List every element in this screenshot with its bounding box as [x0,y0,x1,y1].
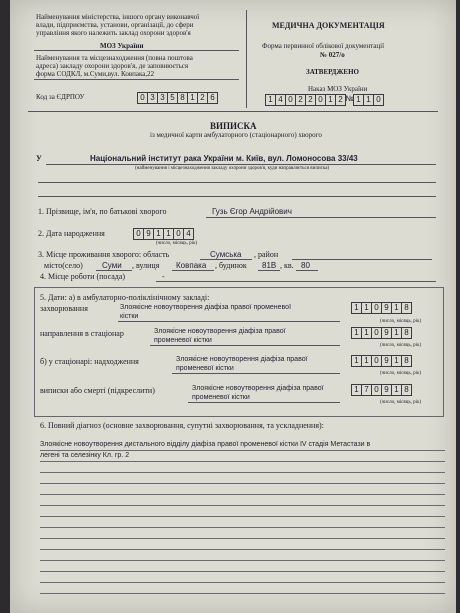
referral-date-cells [352,327,412,339]
ministry-caption-3: управління якого належить заклад охорони здоров'я [36,29,191,37]
diagnosis-rule [40,527,445,528]
city-underline [96,270,132,271]
discharge-underline [188,402,340,403]
diagnosis-rule [40,549,445,550]
diagnosis-rule [40,593,445,594]
referral-date-digit: 1 [361,327,372,339]
street-underline [172,270,214,271]
birthdate-digit: 1 [163,228,174,240]
admission-label: б) у стаціонарі: надходження [40,357,139,366]
onset-date-caption: (число, місяць, рік) [380,319,422,324]
edrpou-digit: 6 [207,92,218,104]
referral-date-digit: 8 [401,327,412,339]
diagnosis-rule [40,516,445,517]
address-underline [34,79,239,80]
house-label: , будинок [215,261,247,270]
order-digit: 1 [265,94,276,106]
patient-name: Гузь Єгор Андрійович [212,207,292,216]
onset-date-digit: 8 [401,302,412,314]
order-label: Наказ МОЗ України [308,85,368,93]
residence-apartment: 80 [301,261,310,270]
patient-name-underline [206,217,436,218]
ministry-name: МОЗ України [100,42,144,50]
order-digit: 4 [275,94,286,106]
edrpou-digit: 3 [157,92,168,104]
discharge-label: виписки або смерті (підкреслити) [40,386,155,395]
admission-underline [172,373,340,374]
admission-diagnosis-1: Злоякісне новоутворення діафіза правої [176,356,308,363]
edrpou-digit: 0 [137,92,148,104]
edrpou-code [138,92,218,104]
header-divider [246,10,247,108]
apartment-label: , кв. [280,261,294,270]
discharge-date-caption: (число, місяць, рік) [380,400,422,405]
recipient-blank-line-2 [38,196,436,197]
residence-house: 81В [262,261,277,270]
recipient-prefix: У [36,154,42,163]
form-sheet [10,0,456,613]
address-caption-2: адреса) закладу охорони здоров'я, де заповнюється [36,62,189,70]
ministry-caption-2: влади, підприємства, установи, організації, до сфери [36,21,194,29]
onset-diagnosis-1: Злоякісне новоутворення діафіза правої променевої [120,304,292,311]
referral-label: направлення в стаціонар [40,329,124,338]
workplace-label: 4. Місце роботи (посада) [40,272,126,281]
approved-label: ЗАТВЕРДЖЕНО [306,68,359,76]
order-digit: 1 [353,94,364,106]
diagnosis-heading: 6. Повний діагноз (основне захворювання, супутні захворювання, та ускладнення): [40,421,324,430]
referral-date-digit: 1 [351,327,362,339]
diagnosis-rule [40,472,445,473]
region-underline [200,259,252,260]
diagnosis-rule [40,582,445,583]
referral-diagnosis-1: Злоякісне новоутворення діафіза правої [154,328,286,335]
referral-diagnosis-2: променевої кістки [154,337,212,344]
house-underline [258,270,280,271]
referral-date-digit: 1 [391,327,402,339]
order-digit: 0 [315,94,326,106]
onset-date-digit: 1 [391,302,402,314]
residence-street: Ковпака [176,261,207,270]
order-digit: 2 [295,94,306,106]
discharge-date-cells [352,384,412,396]
order-code [266,94,384,106]
order-digit: 0 [285,94,296,106]
edrpou-digit: 5 [167,92,178,104]
workplace-underline [156,281,436,282]
diagnosis-line-2: легені та селезінку Кл. гр. 2 [40,452,130,459]
onset-diagnosis-2: кістки [120,313,139,320]
apartment-underline [296,270,318,271]
diagnosis-rule [40,450,445,451]
diagnosis-rule [40,483,445,484]
city-label: місто(село) [44,261,83,270]
onset-date-digit: 0 [371,302,382,314]
edrpou-digit: 3 [147,92,158,104]
onset-date-cells [352,302,412,314]
admission-date-caption: (число, місяць, рік) [380,371,422,376]
residence-city: Суми [102,261,122,270]
admission-diagnosis-2: променевої кістки [176,365,234,372]
admission-date-cells [352,355,412,367]
admission-date-digit: 1 [391,355,402,367]
dates-heading: 5. Дати: а) в амбулаторно-поліклінічному закладі: [40,293,210,302]
admission-date-digit: 0 [371,355,382,367]
address-caption-1: Найменування та місцезнаходження (повна поштова [36,54,193,62]
form-caption: Форма первинної облікової документації [262,42,385,50]
residence-region: Сумська [210,250,242,259]
diagnosis-rule [40,505,445,506]
facility-address: форма СОДКЛ, м.Суми,вул. Ковпака,22 [36,70,155,78]
ministry-caption-1: Найменування міністерства, іншого органу виконавчої [36,13,200,21]
birthdate-digit: 4 [183,228,194,240]
header-rule [28,111,438,112]
order-digit: 1 [325,94,336,106]
form-number: № 027/о [320,51,345,59]
recipient-caption: (найменування і місцезнаходження закладу охорони здоров'я, куди направляється виписка) [135,166,330,171]
diagnosis-rule [40,494,445,495]
order-digit: 2 [335,94,346,106]
birthdate-caption: (число, місяць, рік) [156,241,198,246]
recipient-underline [46,164,436,165]
document-subtitle: із медичної карти амбулаторного (стаціонарного) хворого [150,131,322,139]
recipient-institution: Національний інститут рака України м. Київ, вул. Ломоносова 33/43 [90,154,358,163]
order-digit: 2 [305,94,316,106]
district-label: , район [254,250,279,259]
admission-date-digit: 1 [361,355,372,367]
onset-date-digit: 1 [351,302,362,314]
discharge-date-digit: 8 [401,384,412,396]
discharge-date-digit: 9 [381,384,392,396]
residence-label: 3. Місце проживання хворого: область [38,250,170,259]
ministry-underline [34,50,239,51]
onset-label: захворювання [40,304,88,313]
admission-date-digit: 9 [381,355,392,367]
birthdate-digit: 0 [173,228,184,240]
med-doc-title: МЕДИЧНА ДОКУМЕНТАЦІЯ [272,21,385,30]
workplace-value: - [162,272,165,281]
diagnosis-line-1: Злоякісне новоутворення дистального відділу діафіза правої променевої кістки IV стадія Метастази в [40,441,371,448]
patient-name-label: 1. Прізвище, ім'я, по батькові хворого [38,207,167,216]
diagnosis-rule [40,571,445,572]
edrpou-digit: 2 [197,92,208,104]
diagnosis-rule [40,538,445,539]
referral-date-caption: (число, місяць, рік) [380,343,422,348]
recipient-blank-line [38,182,436,183]
discharge-date-digit: 7 [361,384,372,396]
order-number-sign: № [345,94,354,103]
onset-date-digit: 9 [381,302,392,314]
district-underline [292,259,432,260]
edrpou-digit: 1 [187,92,198,104]
birthdate-digit: 1 [153,228,164,240]
admission-date-digit: 1 [351,355,362,367]
discharge-date-digit: 0 [371,384,382,396]
document-title: ВИПИСКА [210,121,257,131]
edrpou-label: Код за ЄДРПОУ [36,93,85,101]
referral-date-digit: 9 [381,327,392,339]
birthdate-digit: 9 [143,228,154,240]
referral-date-digit: 0 [371,327,382,339]
birthdate-digit: 0 [133,228,144,240]
discharge-date-digit: 1 [351,384,362,396]
referral-underline [150,345,340,346]
discharge-date-digit: 1 [391,384,402,396]
diagnosis-rule [40,461,445,462]
discharge-diagnosis-1: Злоякісне новоутворення діафіза правої [192,385,324,392]
onset-date-digit: 1 [361,302,372,314]
edrpou-digit: 8 [177,92,188,104]
order-digit: 0 [373,94,384,106]
street-label: , вулиця [132,261,160,270]
diagnosis-rule [40,560,445,561]
birthdate-cells [134,228,194,240]
discharge-diagnosis-2: променевої кістки [192,394,250,401]
admission-date-digit: 8 [401,355,412,367]
onset-underline [118,321,340,322]
order-digit: 1 [363,94,374,106]
birthdate-label: 2. Дата народження [38,229,105,238]
